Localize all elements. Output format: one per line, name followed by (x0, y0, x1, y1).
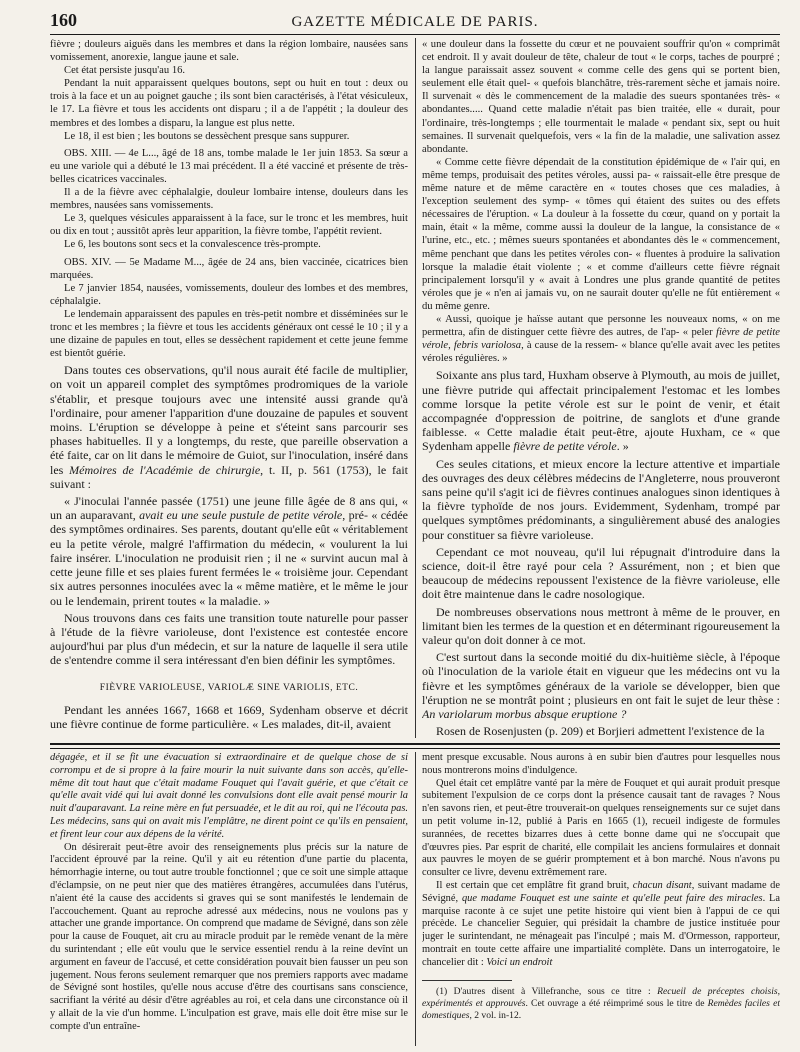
guiot-quote: « J'inoculai l'année passée (1751) une jeune fille âgée de 8 ans qui, « un an auparavant, avait eu une seule pustule de petite vérole, pré- « cédée des symptômes ordinaires. Ses parents, doutant qu'elle eût « véritablement eu la petite vérole, malgré l'affirmation du médecin, « voulurent la lui faire insérer. L'inoculation ne produisit rien ; il ne « survint aucun mal à cette jeune fille et ses plaies furent fermées le « troisième jour. Cependant six autres personnes inoculées avec la « même matière, et le même le jour ou le lendemain, prirent toutes « la maladie. » (50, 494, 408, 608)
paragraph: De nombreuses observations nous mettront à même de le prouver, en limitant bien les termes de la question et en déterminant rigoureusement la valeur qu'on doit donner à ce mot. (422, 604, 780, 647)
running-title: GAZETTE MÉDICALE DE PARIS. (291, 14, 539, 30)
right-column (422, 38, 780, 738)
feuilleton-right-column (422, 752, 780, 1046)
paragraph: Nous trouvons dans ces faits une transition toute naturelle pour passer à l'étude de la fièvre varioleuse, dont l'existence est contestée encore aujourd'hui par plus d'un médecin, et sur la nature de laquelle il sera utile de s'entendre comme il sera intéressant d'en bien définir les symptômes. (50, 610, 408, 668)
column-rule (415, 38, 416, 738)
sydenham-quote: « une douleur dans la fossette du cœur et ne pouvaient souffrir qu'on « comprimât cet endroit. Il y avait douleur de tête, chaleur de tout « le corps, taches de pourpré ; la langue paraissait assez souvent « comme celle des gens qui se portent bien, seulement elle était quel- « quefois blanchâtre, très-rarement sèche et jamais noire. Il survenait « dès le commencement de la maladie des sueurs spontanées très- « abondantes..... Quand cette maladie n'était pas bien traitée, elle « durait, pour l'ordinaire, très-longtemps ; elle tourmentait le malade « pendant six, sept ou huit semaines. Il survenait quelquefois, vers « la fin de la maladie, une salivation assez abondante. (422, 39, 780, 155)
column-rule (415, 752, 416, 1046)
paragraph: Le 18, il est bien ; les boutons se dessèchent presque sans suppurer. (64, 130, 350, 142)
section-heading: FIÈVRE VARIOLEUSE, VARIOLÆ SINE VARIOLIS, ETC. (99, 682, 359, 693)
paragraph: Soixante ans plus tard, Huxham observe à Plymouth, au mois de juillet, une fièvre putride qui affectait principalement l'estomac et les lombes comme lorsque la petite vérole est sur le point de venir, et était accompagnée d'oppression de poitrine, de sanglots et d'une grande faiblesse. « Cette maladie était peut-être, ajoute Huxham, ce « que Sydenham appelle fièvre de petite vérole. » (422, 368, 780, 454)
observation-14: OBS. XIV. — 5e Madame M..., âgée de 24 ans, bien vaccinée, cicatrices bien marquées. (50, 256, 408, 281)
paragraph: Il a de la fièvre avec céphalalgie, douleur lombaire intense, douleurs dans les membres, nausées sans vomissements. (50, 187, 408, 212)
paragraph: Le 3, quelques vésicules apparaissent à la face, sur le tronc et les membres, huit ou dix en tout ; aussitôt après leur apparition, la fièvre tombe, l'appétit revient. (50, 213, 408, 238)
paragraph: fièvre ; douleurs aiguës dans les membres et dans la région lombaire, nausées sans vomissement, anorexie, langue jaune et sale. (50, 39, 408, 64)
paragraph: Dans toutes ces observations, qu'il nous aurait été facile de multiplier, on voit un appareil complet des symptômes prodromiques de la variole s'établir, et presque toujours avec une intensité aussi grande qu'à l'ordinaire, pour amener l'apparition d'une douzaine de papules et souvent moins. L'éruption se développe à peine et s'éteint sans parcourir ses phases habituelles. Il y a longtemps, du reste, que pareille observation a été faite, car on lit dans le mémoire de Guiot, sur l'inoculation, inséré dans les Mémoires de l'Académie de chirurgie, t. II, p. 561 (1753), le fait suivant : (50, 363, 408, 491)
observation-13: OBS. XIII. — 4e L..., âgé de 18 ans, tombe malade le 1er juin 1853. Sa sœur a eu une variole qui a débuté le 13 mai précédent. Il a été vacciné et présente de très-belles cicatrices vaccinales. (50, 147, 408, 185)
feuilleton-divider (50, 743, 780, 749)
paragraph: On désirerait peut-être avoir des renseignements plus précis sur la nature de l'accident éprouvé par la reine. Qu'il y ait eu rétention d'une partie du placenta, hémorrhagie interne, ou tout autre trouble fonctionnel ; que ce soit une simple attaque d'éclampsie, on ne peut nier que des matières étrangères, accumulées dans l'utérus, n'aient été la cause des accidents si graves qui se sont manifestés le lendemain de l'accouchement. Quant au reproche adressé aux médecins, nous ne voulons pas y attacher une grande importance. On comprend que madame de Sévigné, dans son zèle pour la cause de Fouquet, ait cru au miracle produit par le remède venant de la mère du surintendant ; elle eût voulu que le service essentiel rendu à la reine devînt un argument en faveur de l'accusé, et cette considération pouvait bien fausser un peu son jugement. Nous ferons seulement remarquer que nos premiers rapports avec madame de Sévigné sont hostiles, qu'elle nous accuse d'être des courtisans sans conscience, sacrifiant la vérité au désir d'être agréables au roi, et cela dans une circonstance où il y allait de la vie d'un homme. L'inculpation est grave, mais elle doit être mise sur le compte d'un entraîne- (50, 841, 408, 1032)
page-header (50, 10, 780, 35)
footnote: (1) D'autres disent à Villefranche, sous ce titre : Recueil de préceptes choisis, expérimentés et approuvés. Cet ouvrage a été réimprimé sous le titre de Remèdes faciles et domestiques, 2 vol. in-12. (422, 985, 780, 1021)
paragraph: dégagée, et il se fit une évacuation si extraordinaire et de quelque chose de si corrompu et de si propre à la faire mourir la nuit suivante dans son accès, qu'elle-même dit tout haut que c'était madame Fouquet qui l'avait guérie, et que c'était ce qu'elle avait vidé qui lui avait donné les convulsions dont elle avait pensé mourir la nuit d'auparavant. La reine mère en fut persuadée, et le dit au roi, qui ne l'écouta pas. Les médecins, sans qui on avait mis l'emplâtre, ne dirent point ce qu'ils en pensaient, et firent leur cour aux dépens de la vérité. (50, 752, 408, 840)
sydenham-quote: « Comme cette fièvre dépendait de la constitution épidémique de « l'air qui, en même temps, produisait des petites véroles, aussi pa- « raissait-elle être presque de même nature et de même caractère en « toutes choses que ces maladies, à l'exception seulement des symp- « tômes qui étaient des suites ou des effets nécessaires de l'éruption. « La douleur à la fossette du cœur, quand on y portait la main, était « la même, comme aussi la douleur de la langue, la consistance de « l'urine, etc., etc. ; mêmes sueurs spontanées et abondantes dès le « commencement, même penchant que dans les petites véroles con- « fluentes à produire la salivation lorsque la maladie était violente ; « et comme d'ailleurs cette fièvre régnait principalement lorsqu'il y « avait à Londres une plus grande quantité de petites véroles que je « n'en ai jamais vu, on ne saurait douter qu'elle ne fût entièrement « du même genre. (422, 156, 780, 312)
paragraph: Il est certain que cet emplâtre fit grand bruit, chacun disant, suivant madame de Sévigné, que madame Fouquet est une sainte et qu'elle peut faire des miracles. La marquise raconte à ce sujet une petite histoire qui vient bien à l'appui de ce qui précède. Le chancelier Seguier, qui présidait la chambre de justice instituée pour juger le surintendant, ne ménageait pas l'inculpé ; mais M. d'Ormesson, rapporteur, montrait en toute cette affaire une impartialité complète. Dans un interrogatoire, le chancelier dit : Voici un endroit (422, 879, 780, 968)
paragraph: Ces seules citations, et mieux encore la lecture attentive et impartiale des ouvrages des deux célèbres médecins de l'Angleterre, nous prouveront sans peine qu'il s'agit ici de fièvres continues analogues sinon identiques à la fièvre typhoïde de nos jours. Evidemment, Sydenham, trompé par quelques symptômes prédominants, a singulièrement abusé des analogies pour constituer sa fièvre varioleuse. (422, 456, 780, 542)
paragraph: C'est surtout dans la seconde moitié du dix-huitième siècle, à l'époque où l'inoculation de la variole était en vigueur que les médecins ont vu la fièvre et les symptômes généraux de la variole se développer, bien que l'éruption ne se montrât point ; plusieurs en ont fait le sujet de leur thèse : An variolarum morbus absque eruptione ? (422, 650, 780, 722)
paragraph: Le 7 janvier 1854, nausées, vomissements, douleur des lombes et des membres, céphalalgie. (50, 282, 408, 307)
paragraph: Le 6, les boutons sont secs et la convalescence très-prompte. (64, 239, 321, 251)
paragraph: Le lendemain apparaissent des papules en très-petit nombre et disséminées sur le tronc et les membres ; la fièvre et tous les accidents généraux ont cessé le 10 ; il y a une dizaine de papules en tout, elles se dessèchent rapidement et cette jeune femme est bientôt guérie. (50, 308, 408, 360)
footnote-rule (422, 980, 512, 981)
feuilleton-left-column (50, 752, 408, 1046)
page-number: 160 (50, 10, 77, 30)
left-column (50, 38, 408, 738)
paragraph: Cependant ce mot nouveau, qu'il lui répugnait d'introduire dans la science, doit-il être rayé pour cela ? Assurément, non ; et bien que beaucoup de médecins repoussent l'existence de la fièvre varioleuse, elle doit être maintenue dans le cadre nosologique. (422, 544, 780, 602)
paragraph: Quel était cet emplâtre vanté par la mère de Fouquet et qui aurait produit presque subitement l'expulsion de ce corps dont la présence causait tant de ravages ? Nous n'en savons rien, et peut-être trouverait-on quelques renseignements sur ce sujet dans un petit volume in-12, publié à Paris en 1665 (1), recueil indigeste de formules surannées, de recettes bizarres dues à cette bonne dame qui ne s'occupait que d'œuvres pies. Par esprit de charité, elle compilait les anciens formulaires et donnait aux pauvres le moyen de se guérir promptement et à bon marché. Nous n'avons pu consulter ce livre, devenu extrêmement rare. (422, 777, 780, 879)
paragraph: Pendant la nuit apparaissent quelques boutons, sept ou huit en tout : deux ou trois à la face et un au poignet gauche ; ils sont bien caractérisés, à l'état vésiculeux, le 17. La fièvre et tous les accidents ont disparu ; il a de l'appétit ; la douleur des membres et des lombes a disparu, la langue est plus nette. (50, 78, 408, 129)
paragraph: Cet état persiste jusqu'au 16. (64, 65, 186, 77)
paragraph: Rosen de Rosenjusten (p. 209) et Borjieri admettent l'existence de la (436, 724, 765, 738)
paragraph: Pendant les années 1667, 1668 et 1669, Sydenham observe et décrit une fièvre continue de forme particulière. « Les malades, dit-il, avaient (50, 702, 408, 731)
sydenham-quote: « Aussi, quoique je haïsse autant que personne les nouveaux noms, « on me permettra, afin de distinguer cette fièvre des autres, de l'ap- « peler fièvre de petite vérole, febris variolosa, à cause de la ressem- « blance qu'elle avait avec les petites véroles régulières. » (422, 313, 780, 365)
paragraph: ment presque excusable. Nous aurons à en subir bien d'autres pour lesquelles nous nous montrerons moins d'indulgence. (422, 752, 780, 776)
